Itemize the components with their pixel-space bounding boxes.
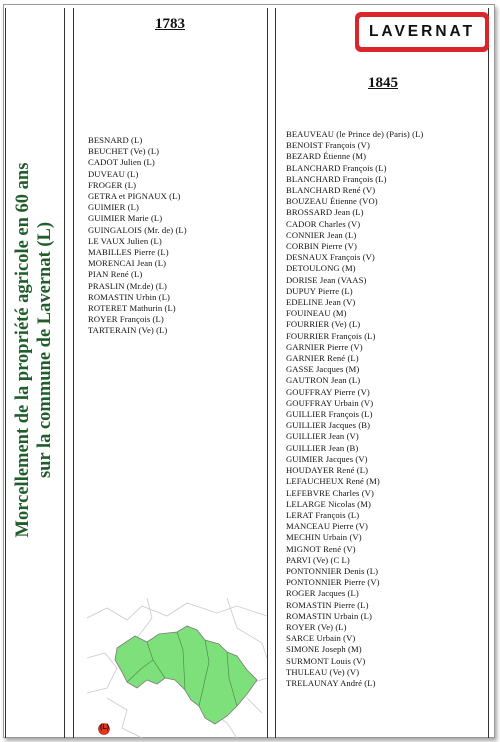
owner-entry: BENOIST François (V)	[286, 140, 370, 151]
owner-entry: MORENCAI Jean (L)	[88, 258, 167, 269]
owner-entry: PONTONNIER Pierre (V)	[286, 577, 380, 588]
owner-entry: BEZARD Étienne (M)	[286, 151, 367, 162]
owner-entry: GAUTRON Jean (L)	[286, 375, 361, 386]
owner-entry: LEFEBVRE Charles (V)	[286, 487, 374, 498]
owner-entry: DUPUY Pierre (L)	[286, 285, 353, 296]
owner-entry: BLANCHARD René (V)	[286, 185, 376, 196]
owner-entry: CONNIER Jean (L)	[286, 229, 357, 240]
owner-entry: HOUDAYER René (L)	[286, 465, 369, 476]
owner-entry: DUVEAU (L)	[88, 168, 139, 179]
owner-entry: PRASLIN (Mr.de) (L)	[88, 280, 167, 291]
owner-entry: MABILLES Pierre (L)	[88, 247, 169, 258]
owner-entry: MANCEAU Pierre (V)	[286, 521, 368, 532]
owner-entry: PIAN René (L)	[88, 269, 143, 280]
owner-entry: GOUFFRAY Pierre (V)	[286, 386, 370, 397]
owner-entry: SURMONT Louis (V)	[286, 655, 366, 666]
owner-entry: GARNIER René (L)	[286, 353, 359, 364]
owner-entry: GUIMIER (L)	[88, 202, 139, 213]
year-1845-heading: 1845	[368, 75, 398, 91]
owner-entry: ROTERET Mathurin (L)	[88, 303, 176, 314]
owner-entry: GUILLIER Jacques (B)	[286, 420, 371, 431]
owner-entry: CORBIN Pierre (V)	[286, 241, 357, 252]
lavernat-town-sign	[355, 12, 489, 52]
owner-entry: GUIMIER Jacques (V)	[286, 453, 368, 464]
commune-territory	[115, 626, 257, 724]
owners-list-1845	[286, 129, 423, 689]
year-1783-heading: 1783	[155, 16, 185, 32]
owner-entry: ROYER François (L)	[88, 314, 164, 325]
owner-entry: ROMASTIN Pierre (L)	[286, 599, 369, 610]
vertical-title	[10, 100, 58, 600]
owner-entry: CADOT Julien (L)	[88, 157, 155, 168]
owner-entry: ROMASTIN Urbin (L)	[88, 291, 171, 302]
owners-list-1783	[88, 135, 187, 337]
owner-entry: GETRA et PIGNAUX (L)	[88, 191, 181, 202]
owner-entry: PONTONNIER Denis (L)	[286, 565, 379, 576]
owner-entry: PARVI (Ve) (C L)	[286, 554, 350, 565]
owner-entry: GUIMIER Marie (L)	[88, 213, 163, 224]
owner-entry: MIGNOT René (V)	[286, 543, 356, 554]
owner-entry: LERAT François (L)	[286, 509, 360, 520]
owner-entry: GASSE Jacques (M)	[286, 364, 360, 375]
owner-entry: BESNARD (L)	[88, 135, 143, 145]
owner-entry: GUINGALOIS (Mr. de) (L)	[88, 224, 187, 235]
owner-entry: FOURRIER (Ve) (L)	[286, 319, 361, 330]
owner-entry: MECHIN Urbain (V)	[286, 532, 362, 543]
owner-entry: DORISE Jean (VAAS)	[286, 274, 367, 285]
commune-map	[87, 598, 267, 738]
title-line-2: sur la commune de Lavernat (L)	[35, 221, 55, 479]
owner-entry: BEUCHET (Ve) (L)	[88, 146, 160, 157]
owner-entry: GUILLIER Jean (V)	[286, 431, 359, 442]
owner-entry: GUILLIER Jean (B)	[286, 442, 359, 453]
owner-entry: BOUZEAU Étienne (VO)	[286, 196, 378, 207]
sign-text: LAVERNAT	[368, 23, 476, 40]
owner-entry: BLANCHARD François (L)	[286, 162, 387, 173]
owner-entry: GARNIER Pierre (V)	[286, 341, 363, 352]
owner-entry: THULEAU (Ve) (V)	[286, 666, 360, 677]
owner-entry: GOUFFRAY Urbain (V)	[286, 397, 374, 408]
owner-entry: ROYER (Ve) (L)	[286, 621, 347, 632]
map-legend-label: (L)	[100, 724, 109, 731]
owner-entry: FOUINEAU (M)	[286, 308, 347, 319]
owner-entry: FROGER (L)	[88, 179, 137, 190]
owner-entry: DETOULONG (M)	[286, 263, 356, 274]
owner-entry: ROMASTIN Urbain (L)	[286, 610, 372, 621]
owner-entry: SIMONE Joseph (M)	[286, 644, 362, 655]
owner-entry: BLANCHARD François (L)	[286, 173, 387, 184]
owner-entry: SARCE Urbain (V)	[286, 633, 356, 644]
owner-entry: CADOR Charles (V)	[286, 218, 361, 229]
owner-entry: BEAUVEAU (le Prince de) (Paris) (L)	[286, 129, 424, 139]
owner-entry: TRELAUNAY André (L)	[286, 677, 376, 688]
owner-entry: GUILLIER François (L)	[286, 409, 373, 420]
owner-entry: ROGER Jacques (L)	[286, 588, 359, 599]
owner-entry: LE VAUX Julien (L)	[88, 235, 162, 246]
owner-entry: LELARGE Nicolas (M)	[286, 498, 371, 509]
owner-entry: FOURRIER François (L)	[286, 330, 376, 341]
owner-entry: LEFAUCHEUX René (M)	[286, 476, 380, 487]
owner-entry: BROSSARD Jean (L)	[286, 207, 364, 218]
owner-entry: DESNAUX François (V)	[286, 252, 375, 263]
owner-entry: EDELINE Jean (V)	[286, 297, 356, 308]
title-line-1: Morcellement de la propriété agricole en 60 ans	[13, 162, 33, 538]
owner-entry: TARTERAIN (Ve) (L)	[88, 325, 168, 336]
